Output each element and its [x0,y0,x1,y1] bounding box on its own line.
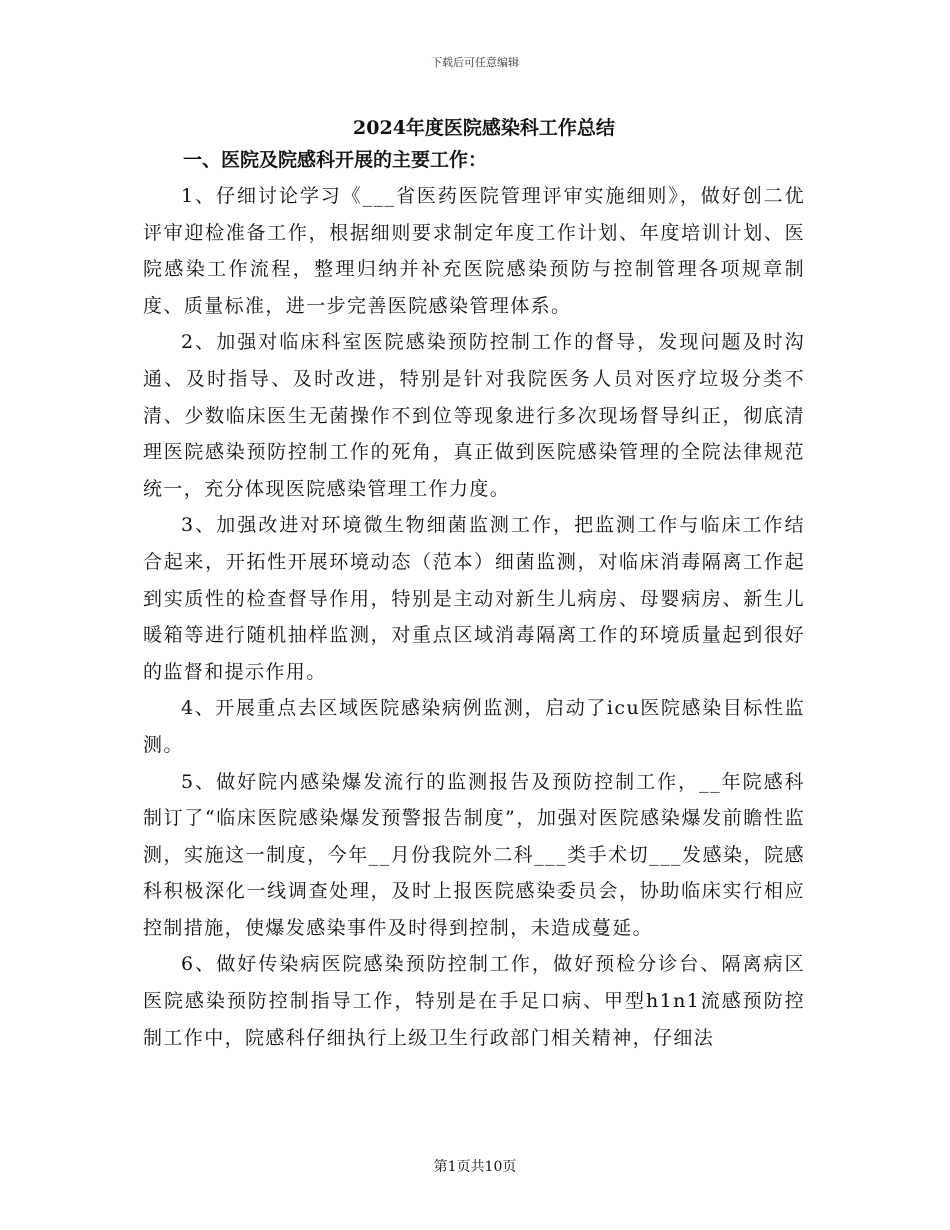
document-body [143,112,805,1056]
paragraph-3: 3、加强改进对环境微生物细菌监测工作，把监测工作与临床工作结合起来，开拓性开展环境动态（范本）细菌监测，对临床消毒隔离工作起到实质性的检查督导作用，特别是主动对新生儿病房、母婴病房、新生儿暖箱等进行随机抽样监测，对重点区域消毒隔离工作的环境质量起到很好的监督和提示作用。 [143,514,805,683]
paragraph-2: 2、加强对临床科室医院感染预防控制工作的督导，发现问题及时沟通、及时指导、及时改进，特别是针对我院医务人员对医疗垃圾分类不清、少数临床医生无菌操作不到位等现象进行多次现场督导纠正，彻底清理医院感染预防控制工作的死角，真正做到医院感染管理的全院法律规范统一，充分体现医院感染管理工作力度。 [143,331,805,500]
paragraph-1: 1、仔细讨论学习《___省医药医院管理评审实施细则》，做好创二优评审迎检准备工作，根据细则要求制定年度工作计划、年度培训计划、医院感染工作流程，整理归纳并补充医院感染预防与控制管理各项规章制度、质量标准，进一步完善医院感染管理体系。 [143,185,805,317]
section-heading: 一、医院及院感科开展的主要工作： [183,149,488,171]
header-note: 下载后可任意编辑 [431,56,519,69]
paragraph-6: 6、做好传染病医院感染预防控制工作，做好预检分诊台、隔离病区医院感染预防控制指导工作，特别是在手足口病、甲型h1n1流感预防控制工作中，院感科仔细执行上级卫生行政部门相关精神，仔细法 [143,953,805,1049]
page-footer: 第1页共10页 [433,1159,517,1175]
paragraph-4: 4、开展重点去区域医院感染病例监测，启动了icu医院感染目标性监测。 [143,697,805,756]
document-title: 2024年度医院感染科工作总结 [353,117,615,139]
paragraph-5: 5、做好院内感染爆发流行的监测报告及预防控制工作，__年院感科制订了“临床医院感染爆发预警报告制度”，加强对医院感染爆发前瞻性监测，实施这一制度，今年__月份我院外二科___类手术切___发感染，院感科积极深化一线调查处理，及时上报医院感染委员会，协助临床实行相应控制措施，使爆发感染事件及时得到控制，未造成蔓延。 [143,770,805,939]
